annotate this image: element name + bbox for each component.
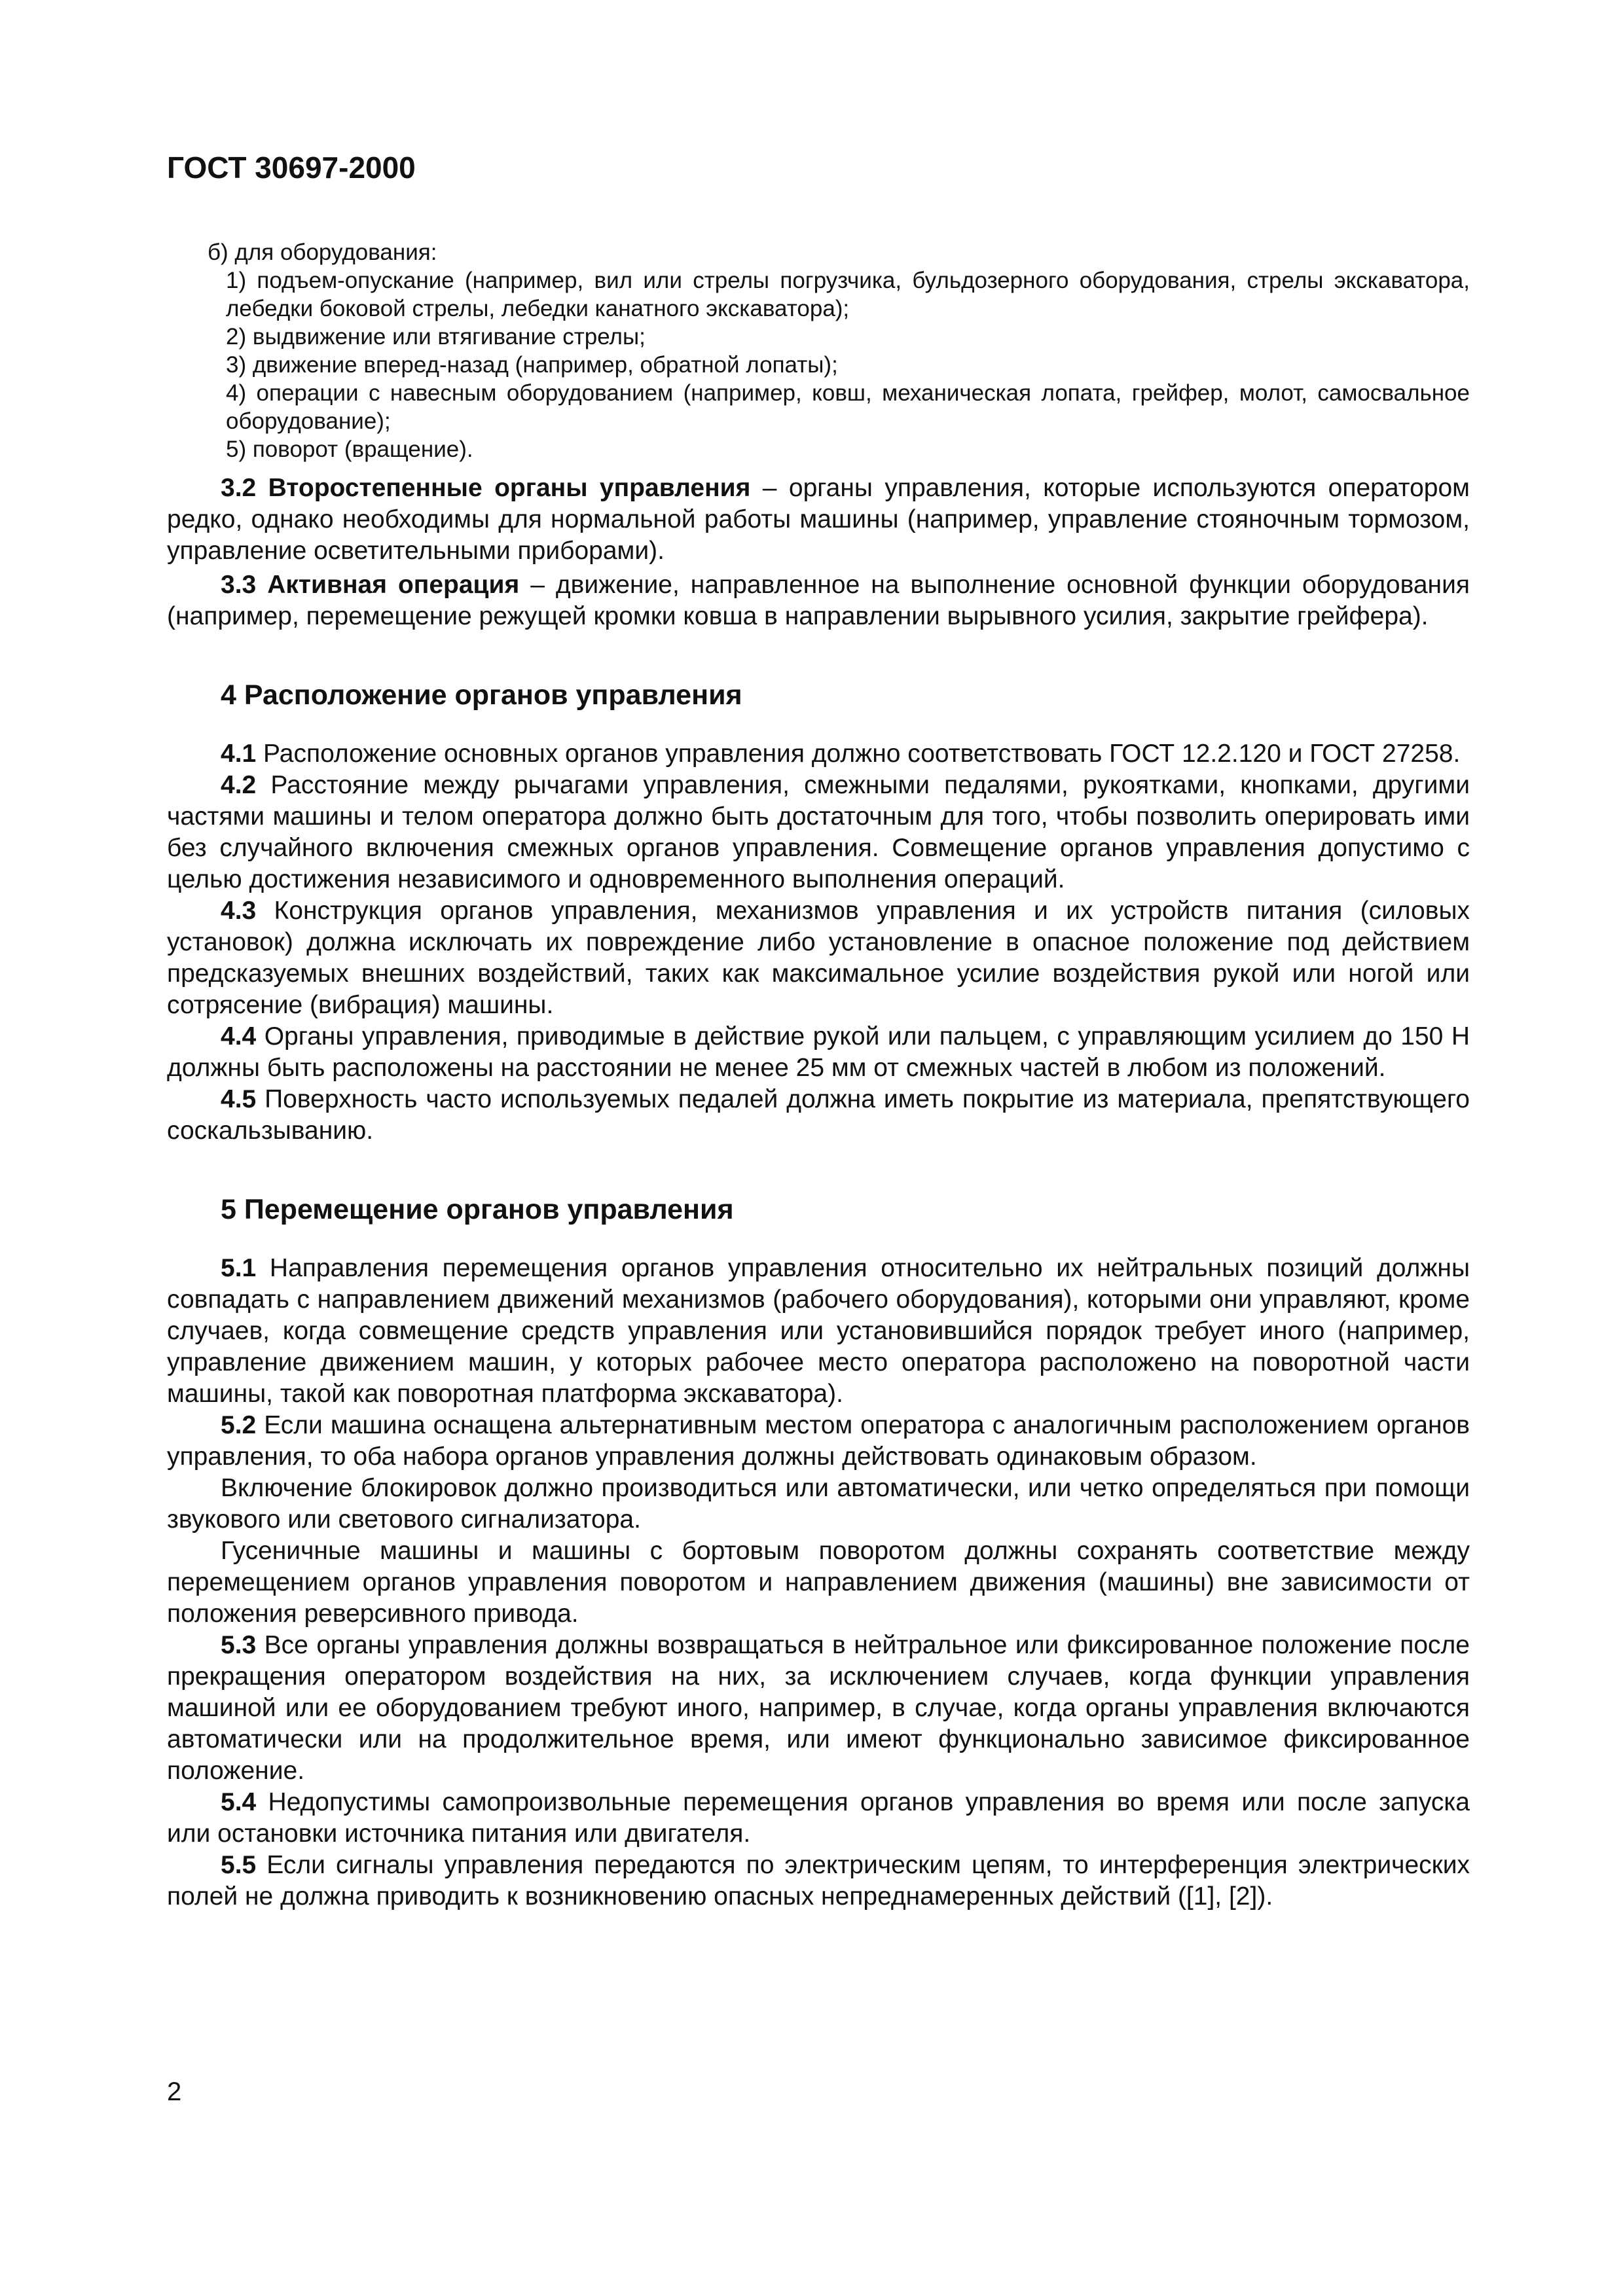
clause-5-2-interlocks: Включение блокировок должно производиться или автоматически, или четко определяться при помощи звукового или светового сигнализатора. <box>167 1474 1470 1534</box>
section-4-body <box>167 738 1470 1147</box>
definitions <box>167 473 1470 632</box>
section-5-title: 5 Перемещение органов управления <box>221 1194 734 1225</box>
clause-number: 4.5 <box>221 1085 257 1113</box>
clause-text: Поверхность часто используемых педалей должна иметь покрытие из материала, препятствующего соскальзыванию. <box>167 1085 1470 1145</box>
clause-number: 4.1 <box>221 740 257 768</box>
clause-4-2 <box>167 770 1470 895</box>
clause-number: 5.4 <box>221 1788 257 1816</box>
clause-text: Расположение основных органов управления должно соответствовать ГОСТ 12.2.120 и ГОСТ 27258. <box>256 740 1461 768</box>
clause-4-1 <box>167 738 1470 770</box>
clause-number: 5.1 <box>221 1254 257 1282</box>
definition-3-2 <box>167 473 1470 567</box>
clause-number: 3.3 <box>221 571 257 599</box>
clause-5-4 <box>167 1787 1470 1850</box>
clause-5-2 <box>167 1410 1470 1473</box>
clause-number: 4.4 <box>221 1022 257 1050</box>
clause-text: Все органы управления должны возвращаться в нейтральное или фиксированное положение после прекращения оператором воздействия на них, за исключением случаев, когда функции управления машиной или ее оборудованием требуют иного, например, в случае, когда органы управления включаются автоматически или на продолжительное время, или имеют функционально зависимое фиксированное положение. <box>167 1631 1470 1785</box>
clause-5-2-tracked: Гусеничные машины и машины с бортовым поворотом должны сохранять соответствие между перемещением органов управления поворотом и направлением движения (машины) вне зависимости от положения реверсивного привода. <box>167 1537 1470 1628</box>
page-number: 2 <box>167 2077 182 2106</box>
clause-4-5 <box>167 1084 1470 1147</box>
clause-text: Органы управления, приводимые в действие рукой или пальцем, с управляющим усилием до 150 Н должны быть расположены на расстоянии не менее 25 мм от смежных частей в любом из положений. <box>167 1022 1470 1082</box>
definition-text: – органы управления, которые используются оператором редко, однако необходимы для нормальной работы машины (например, управление стояночным тормозом, управление осветительными приборами). <box>167 474 1470 565</box>
clause-text: Если сигналы управления передаются по электрическим цепям, то интерференция электрических полей не должна приводить к возникновению опасных непреднамеренных действий ([1], [2]). <box>167 1851 1470 1910</box>
clause-number: 4.2 <box>221 771 257 799</box>
list-items <box>167 266 1470 463</box>
clause-number: 4.3 <box>221 897 257 925</box>
clause-5-1 <box>167 1253 1470 1410</box>
list-intro: б) для оборудования: <box>208 240 437 265</box>
clause-text: Конструкция органов управления, механизмов управления и их устройств питания (силовых установок) должна исключать их повреждение либо установление в опасное положение под действием предсказуемых внешних воздействий, таких как максимальное усилие воздействия рукой или ногой или сотрясение (вибрация) машины. <box>167 897 1470 1019</box>
clause-text: Недопустимы самопроизвольные перемещения органов управления во время или после запуска или остановки источника питания или двигателя. <box>167 1788 1470 1848</box>
clause-number: 5.5 <box>221 1851 257 1879</box>
document-page <box>167 149 1470 2178</box>
clause-text: Если машина оснащена альтернативным местом оператора с аналогичным расположением органов управления, то оба набора органов управления должны действовать одинаковым образом. <box>167 1411 1470 1471</box>
clause-5-5 <box>167 1850 1470 1912</box>
definition-3-3 <box>167 569 1470 632</box>
section-5-body <box>167 1253 1470 1912</box>
list-item: 4) операции с навесным оборудованием (например, ковш, механическая лопата, грейфер, молот, самосвальное оборудование); <box>226 380 1470 434</box>
clause-number: 5.3 <box>221 1631 257 1659</box>
equipment-list <box>167 238 1470 463</box>
term: Второстепенные органы управления <box>268 474 751 502</box>
clause-4-4 <box>167 1021 1470 1084</box>
clause-number: 3.2 <box>221 474 257 502</box>
term: Активная операция <box>267 571 520 599</box>
clause-text: Направления перемещения органов управления относительно их нейтральных позиций должны совпадать с направлением движений механизмов (рабочего оборудования), которыми они управляют, кроме случаев, когда совмещение средств управления или установившийся порядок требует иного (например, управление движением машин, у которых рабочее место оператора расположено на поворотной части машины, такой как поворотная платформа экскаватора). <box>167 1254 1470 1408</box>
list-item: 3) движение вперед-назад (например, обратной лопаты); <box>226 352 838 378</box>
clause-4-3 <box>167 895 1470 1021</box>
list-item: 2) выдвижение или втягивание стрелы; <box>226 324 646 350</box>
definition-text: – движение, направленное на выполнение основной функции оборудования (например, перемещение режущей кромки ковша в направлении вырывного усилия, закрытие грейфера). <box>167 571 1470 630</box>
list-item: 5) поворот (вращение). <box>226 437 473 462</box>
clause-5-3 <box>167 1630 1470 1787</box>
list-item: 1) подъем-опускание (например, вил или стрелы погрузчика, бульдозерного оборудования, стрелы экскаватора, лебедки боковой стрелы, лебедки канатного экскаватора); <box>226 268 1470 321</box>
section-4-title: 4 Расположение органов управления <box>221 679 742 711</box>
clause-text: Расстояние между рычагами управления, смежными педалями, рукоятками, кнопками, другими частями машины и телом оператора должно быть достаточным для того, чтобы позволить оперировать ими без случайного включения смежных органов управления. Совмещение органов управления допустимо с целью достижения независимого и одновременного выполнения операций. <box>167 771 1470 893</box>
document-header: ГОСТ 30697-2000 <box>167 151 416 185</box>
clause-number: 5.2 <box>221 1411 257 1439</box>
